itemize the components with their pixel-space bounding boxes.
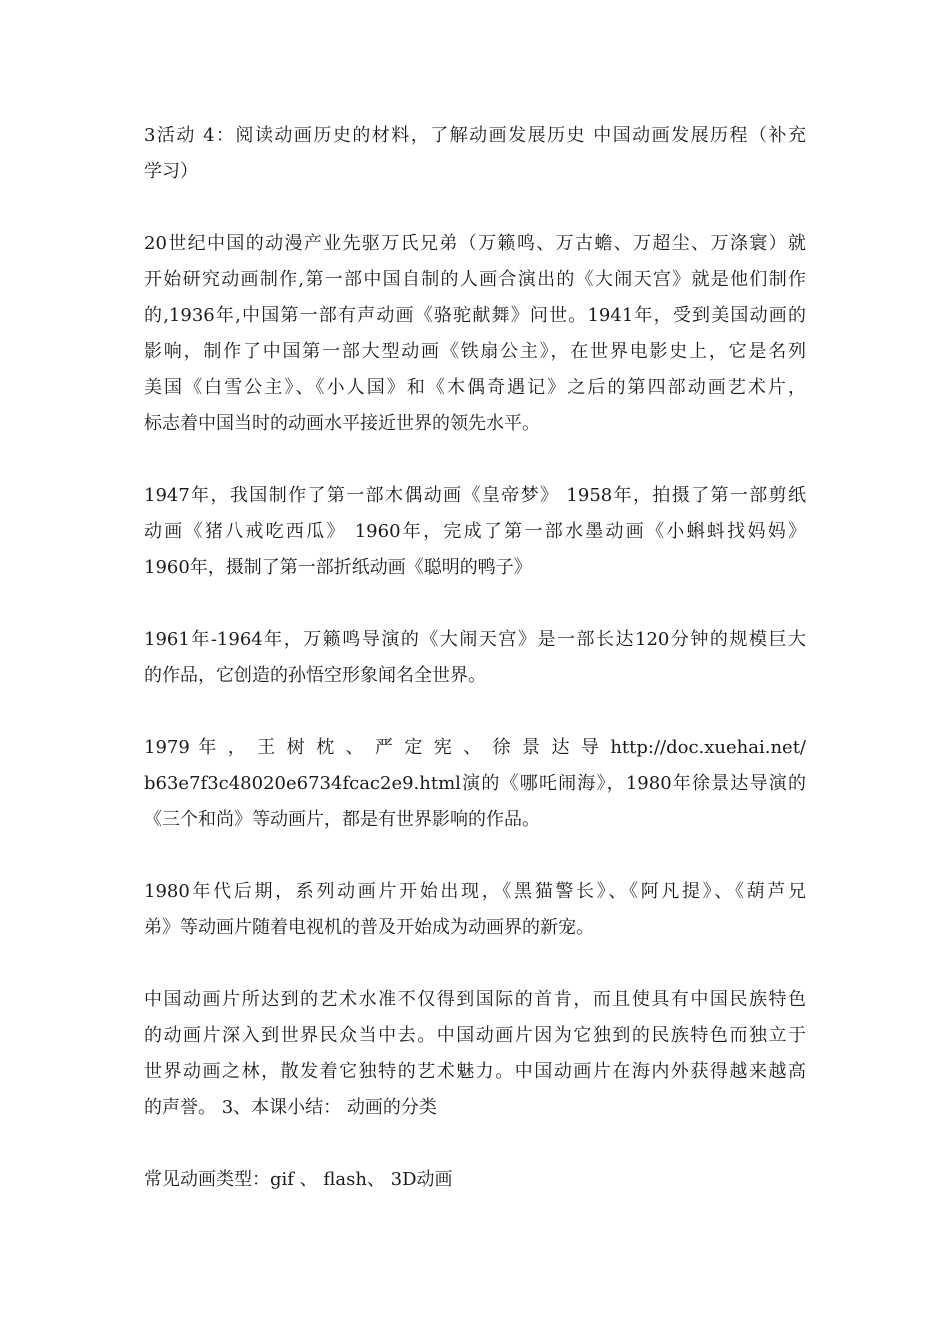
- text-line: 1961年-1964年，万籁鸣导演的《大闹天宫》是一部长达120分钟的规模巨大: [144, 629, 806, 650]
- text-line: 的动画片深入到世界民众当中去。中国动画片因为它独到的民族特色而独立于: [144, 1025, 806, 1046]
- text-line: 影响，制作了中国第一部大型动画《铁扇公主》，在世界电影史上，它是名列: [144, 341, 806, 362]
- text-line: 的作品，它创造的孙悟空形象闻名全世界。: [144, 665, 486, 686]
- paragraph-activity-heading: [144, 118, 806, 190]
- paragraph-havoc-in-heaven: [144, 622, 806, 694]
- text-line: 标志着中国当时的动画水平接近世界的领先水平。: [144, 413, 540, 434]
- text-line: 《三个和尚》等动画片，都是有世界影响的作品。: [144, 809, 540, 830]
- text-line: 美国《白雪公主》、《小人国》和《木偶奇遇记》之后的第四部动画艺术片，: [144, 377, 806, 398]
- paragraph-animation-types: [144, 1162, 806, 1198]
- text-line: 学习）: [144, 161, 198, 182]
- text-line: 的声誉。 3、本课小结： 动画的分类: [144, 1097, 437, 1118]
- text-line: 20世纪中国的动漫产业先驱万氏兄弟（万籁鸣、万古蟾、万超尘、万涤寰）就: [144, 233, 806, 254]
- paragraph-firsts: [144, 478, 806, 586]
- text-line: 1979 年 ， 王 树 枕 、 严 定 宪 、 徐 景 达 导 http://doc.xuehai.net/: [144, 737, 806, 758]
- text-line: 常见动画类型：gif 、 flash、 3D动画: [144, 1169, 453, 1190]
- text-line: 世界动画之林，散发着它独特的艺术魅力。中国动画片在海内外获得越来越高: [144, 1061, 806, 1082]
- document-page: [144, 118, 806, 1234]
- paragraph-art-standard: [144, 982, 806, 1126]
- text-line: 1960年，摄制了第一部折纸动画《聪明的鸭子》: [144, 557, 532, 578]
- text-line: 1947年，我国制作了第一部木偶动画《皇帝梦》 1958年，拍摄了第一部剪纸: [144, 485, 806, 506]
- text-line: b63e7f3c48020e6734fcac2e9.html演的《哪吒闹海》，1980年徐景达导演的: [144, 773, 806, 794]
- paragraph-1980s-series: [144, 874, 806, 946]
- paragraph-1979: [144, 730, 806, 838]
- text-line: 动画《猪八戒吃西瓜》 1960年，完成了第一部水墨动画《小蝌蚪找妈妈》: [144, 521, 806, 542]
- text-line: 1980年代后期，系列动画片开始出现，《黑猫警长》、《阿凡提》、《葫芦兄: [144, 881, 806, 902]
- text-line: 3活动 4：阅读动画历史的材料，了解动画发展历史 中国动画发展历程（补充: [144, 125, 806, 146]
- text-line: 中国动画片所达到的艺术水准不仅得到国际的首肯，而且使具有中国民族特色: [144, 989, 806, 1010]
- text-line: 的,1936年,中国第一部有声动画《骆驼献舞》问世。1941年，受到美国动画的: [144, 305, 806, 326]
- text-line: 开始研究动画制作,第一部中国自制的人画合演出的《大闹天宫》就是他们制作: [144, 269, 806, 290]
- paragraph-wan-brothers: [144, 226, 806, 442]
- text-line: 弟》等动画片随着电视机的普及开始成为动画界的新宠。: [144, 917, 594, 938]
